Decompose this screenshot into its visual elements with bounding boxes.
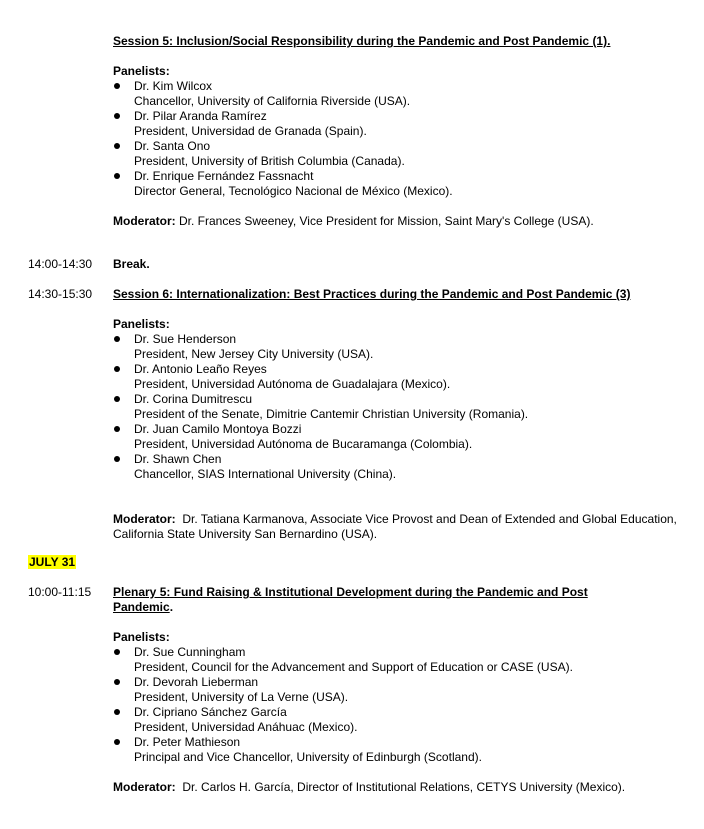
- session-5-moderator: [113, 214, 688, 229]
- panelist-name: Dr. Pilar Aranda Ramírez: [134, 109, 267, 123]
- moderator-label: Moderator:: [113, 214, 176, 228]
- panelist-item: [113, 735, 688, 765]
- session-6-time: 14:30-15:30: [28, 287, 93, 301]
- panelist-item: [113, 705, 688, 735]
- moderator-label: Moderator:: [113, 780, 176, 794]
- panelist-item: [113, 109, 688, 139]
- panelist-item: [113, 392, 688, 422]
- session-6-panelists-list: [113, 332, 688, 482]
- panelist-name: Dr. Juan Camilo Montoya Bozzi: [134, 422, 302, 436]
- panelist-name: Dr. Devorah Lieberman: [134, 675, 259, 689]
- panelist-role: Principal and Vice Chancellor, University of Edinburgh (Scotland).: [134, 750, 482, 764]
- plenary-5-title-end: .: [169, 600, 174, 614]
- panelist-role: President, New Jersey City University (USA).: [134, 347, 374, 361]
- panelist-name: Dr. Peter Mathieson: [134, 735, 241, 749]
- session-6-title: Session 6: Internationalization: Best Practices during the Pandemic and Post Pandemic (3): [113, 287, 631, 301]
- session-5: [113, 34, 688, 229]
- panelist-item: [113, 422, 688, 452]
- panelist-name: Dr. Kim Wilcox: [134, 79, 212, 93]
- moderator-text: Dr. Tatiana Karmanova, Associate Vice Provost and Dean of Extended and Global Education, California State University San Bernardino (USA).: [113, 512, 681, 541]
- date-heading: [28, 555, 76, 570]
- panelist-item: [113, 79, 688, 109]
- panelist-role: Chancellor, SIAS International University (China).: [134, 467, 397, 481]
- session-6-panelists-label: Panelists:: [113, 317, 170, 331]
- moderator-label: Moderator:: [113, 512, 176, 526]
- panelist-item: [113, 645, 688, 675]
- moderator-text: Dr. Carlos H. García, Director of Institutional Relations, CETYS University (Mexico).: [175, 780, 626, 794]
- panelist-name: Dr. Enrique Fernández Fassnacht: [134, 169, 314, 183]
- session-5-title: Session 5: Inclusion/Social Responsibility during the Pandemic and Post Pandemic (1).: [113, 34, 611, 48]
- panelist-role: Chancellor, University of California Riverside (USA).: [134, 94, 411, 108]
- plenary-5-panelists-list: [113, 645, 688, 765]
- session-5-panelists-list: [113, 79, 688, 199]
- date-label: JULY 31: [29, 555, 76, 569]
- panelist-name: Dr. Shawn Chen: [134, 452, 222, 466]
- panelist-item: [113, 362, 688, 392]
- panelist-role: President, Universidad Anáhuac (Mexico).: [134, 720, 358, 734]
- plenary-5-time: 10:00-11:15: [28, 585, 92, 599]
- panelist-item: [113, 675, 688, 705]
- panelist-role: Director General, Tecnológico Nacional de México (Mexico).: [134, 184, 453, 198]
- panelist-role: President, Universidad Autónoma de Guadalajara (Mexico).: [134, 377, 451, 391]
- panelist-item: [113, 169, 688, 199]
- break-label: Break.: [113, 257, 150, 271]
- plenary-5: [113, 585, 643, 795]
- panelist-role: President, University of British Columbia (Canada).: [134, 154, 405, 168]
- panelist-name: Dr. Corina Dumitrescu: [134, 392, 253, 406]
- plenary-5-title: Plenary 5: Fund Raising & Institutional Development during the Pandemic and Post Pandemic: [113, 585, 588, 614]
- plenary-5-moderator: [113, 780, 688, 795]
- panelist-name: Dr. Sue Henderson: [134, 332, 237, 346]
- break-time: 14:00-14:30: [28, 257, 93, 271]
- moderator-text: Dr. Frances Sweeney, Vice President for Mission, Saint Mary's College (USA).: [175, 214, 594, 228]
- panelist-role: President, Council for the Advancement and Support of Education or CASE (USA).: [134, 660, 573, 674]
- panelist-role: President, Universidad de Granada (Spain).: [134, 124, 367, 138]
- panelist-item: [113, 139, 688, 169]
- panelist-name: Dr. Cipriano Sánchez García: [134, 705, 287, 719]
- panelist-role: President, Universidad Autónoma de Bucaramanga (Colombia).: [134, 437, 473, 451]
- session-6-moderator: [113, 512, 688, 542]
- panelist-role: President, University of La Verne (USA).: [134, 690, 349, 704]
- panelist-name: Dr. Sue Cunningham: [134, 645, 246, 659]
- plenary-5-panelists-label: Panelists:: [113, 630, 170, 644]
- session-5-panelists-label: Panelists:: [113, 64, 170, 78]
- panelist-name: Dr. Antonio Leaño Reyes: [134, 362, 267, 376]
- panelist-item: [113, 332, 688, 362]
- session-6: [113, 287, 688, 542]
- plenary-5-title-line: [113, 585, 643, 615]
- panelist-name: Dr. Santa Ono: [134, 139, 211, 153]
- panelist-item: [113, 452, 688, 482]
- panelist-role: President of the Senate, Dimitrie Cantemir Christian University (Romania).: [134, 407, 529, 421]
